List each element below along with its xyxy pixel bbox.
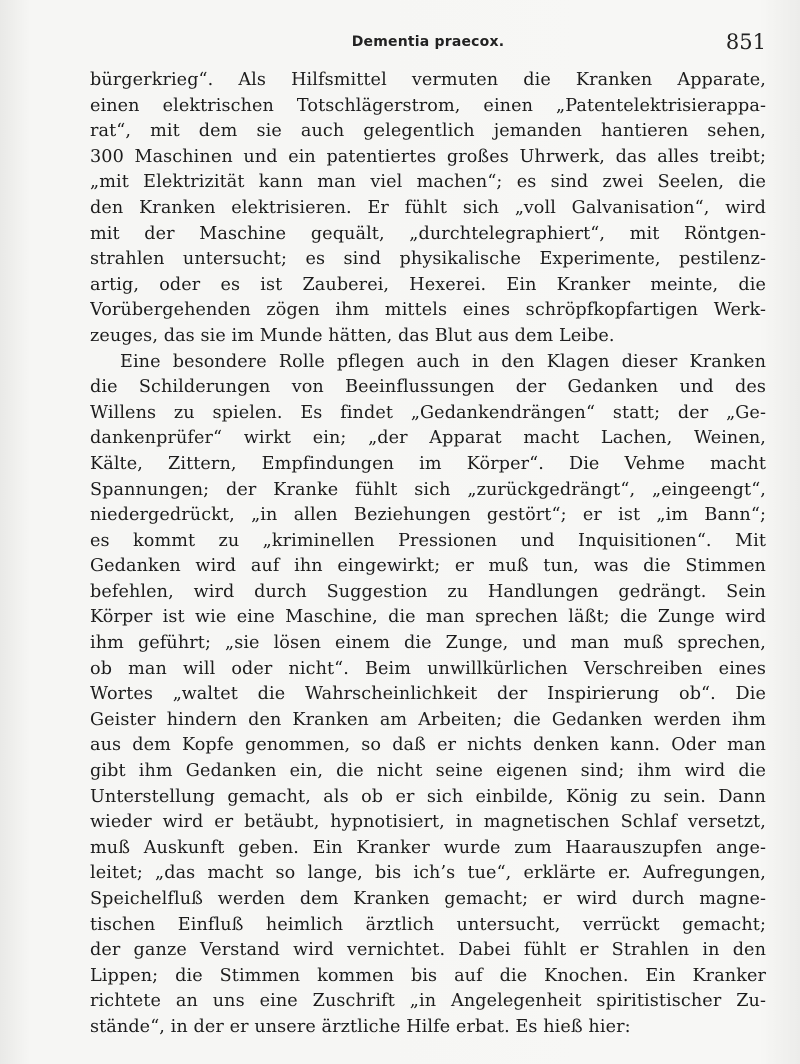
text-line: Gedanken wird auf ihn eingewirkt; er muß tun, was die Stimmen <box>90 556 766 577</box>
text-line: die Schilderungen von Beeinflussungen der Gedanken und des <box>90 377 766 398</box>
text-line: Lippen; die Stimmen kommen bis auf die Knochen. Ein Kranker <box>90 965 766 986</box>
text-line: „mit Elektrizität kann man viel machen“; es sind zwei Seelen, die <box>90 172 766 193</box>
text-line: leitet; „das macht so lange, bis ich’s tue“, erklärte er. Aufregungen, <box>90 863 766 884</box>
text-line: richtete an uns eine Zuschrift „in Angelegenheit spiritistischer Zu- <box>90 991 766 1012</box>
text-line: 300 Maschinen und ein patentiertes großes Uhrwerk, das alles treibt; <box>90 146 766 167</box>
page-header <box>90 30 766 60</box>
text-line: einen elektrischen Totschlägerstrom, einen „Patentelektrisierappa- <box>90 95 766 116</box>
text-line: Körper ist wie eine Maschine, die man sprechen läßt; die Zunge wird <box>90 607 766 628</box>
text-line: ihm geführt; „sie lösen einem die Zunge, und man muß sprechen, <box>90 633 766 654</box>
page-number: 851 <box>725 30 766 54</box>
text-line: Vorübergehenden zögen ihm mittels eines schröpfkopfartigen Werk- <box>90 300 766 321</box>
text-line: mit der Maschine gequält, „durchtelegraphiert“, mit Röntgen- <box>90 223 766 244</box>
text-line: Unterstellung gemacht, als ob er sich einbilde, König zu sein. Dann <box>90 786 766 807</box>
text-line: Willens zu spielen. Es findet „Gedankendrängen“ statt; der „Ge- <box>90 402 766 423</box>
text-line: Wortes „waltet die Wahrscheinlichkeit der Inspirierung ob“. Die <box>90 684 766 705</box>
text-line: Kälte, Zittern, Empfindungen im Körper“. Die Vehme macht <box>90 453 766 474</box>
text-line: dankenprüfer“ wirkt ein; „der Apparat macht Lachen, Weinen, <box>90 428 766 449</box>
text-line: es kommt zu „kriminellen Pressionen und Inquisitionen“. Mit <box>90 530 766 551</box>
body-text <box>90 68 766 1041</box>
text-line: tischen Einfluß heimlich ärztlich untersucht, verrückt gemacht; <box>90 914 766 935</box>
text-line: Spannungen; der Kranke fühlt sich „zurückgedrängt“, „eingeengt“, <box>90 479 766 500</box>
text-line: den Kranken elektrisieren. Er fühlt sich „voll Galvanisation“, wird <box>90 197 766 218</box>
text-line: gibt ihm Gedanken ein, die nicht seine eigenen sind; ihm wird die <box>90 761 766 782</box>
text-line: strahlen untersucht; es sind physikalische Experimente, pestilenz- <box>90 249 766 270</box>
text-line: niedergedrückt, „in allen Beziehungen gestört“; er ist „im Bann“; <box>90 505 766 526</box>
text-line: befehlen, wird durch Suggestion zu Handlungen gedrängt. Sein <box>90 581 766 602</box>
text-line: bürgerkrieg“. Als Hilfsmittel vermuten die Kranken Apparate, <box>90 70 766 90</box>
text-line: muß Auskunft geben. Ein Kranker wurde zum Haarauszupfen ange- <box>90 837 766 858</box>
text-line: rat“, mit dem sie auch gelegentlich jemanden hantieren sehen, <box>90 121 766 142</box>
text-line: wieder wird er betäubt, hypnotisiert, in magnetischen Schlaf versetzt, <box>90 812 766 833</box>
text-line: artig, oder es ist Zauberei, Hexerei. Ein Kranker meinte, die <box>90 274 766 295</box>
text-line: Speichelfluß werden dem Kranken gemacht; er wird durch magne- <box>90 889 766 909</box>
paragraph-end-line: zeuges, das sie im Munde hätten, das Blut aus dem Leibe. <box>90 325 615 346</box>
running-title: Dementia praecox. <box>351 34 505 50</box>
text-line: ob man will oder nicht“. Beim unwillkürlichen Verschreiben eines <box>90 658 766 679</box>
text-line: Geister hindern den Kranken am Arbeiten; die Gedanken werden ihm <box>90 709 766 730</box>
paragraph-start-line: Eine besondere Rolle pflegen auch in den Klagen dieser Kranken <box>120 351 766 372</box>
text-line: stände“, in der er unsere ärztliche Hilfe erbat. Es hieß hier: <box>90 1016 631 1037</box>
text-line: aus dem Kopfe genommen, so daß er nichts denken kann. Oder man <box>90 735 766 756</box>
text-line: der ganze Verstand wird vernichtet. Dabei fühlt er Strahlen in den <box>90 940 766 961</box>
